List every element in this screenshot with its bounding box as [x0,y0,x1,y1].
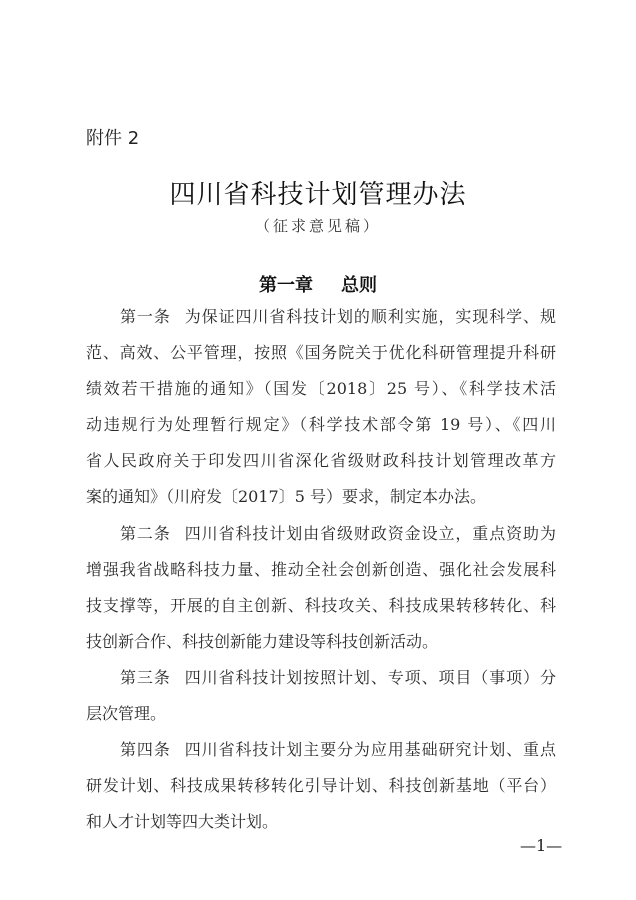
article-label: 第二条 [120,524,171,543]
article-label: 第一条 [120,307,171,326]
article-1-line-1 [120,304,556,327]
article-label: 第三条 [120,668,171,687]
article-1-line-2: 范、高效、公平管理，按照《国务院关于优化科研管理提升科研 [86,343,556,362]
article-2-line-2: 增强我省战略科技力量、推动全社会创新创造、强化社会发展科 [86,560,556,579]
article-1-line-3: 绩效若干措施的通知》（国发〔2018〕25 号）、《科学技术活 [86,379,556,398]
page-number: —1— [520,836,563,855]
article-3-line-2: 层次管理。 [86,704,167,723]
article-text: 为保证四川省科技计划的顺利实施，实现科学、规 [184,307,556,326]
article-2-line-1 [120,521,556,544]
article-1-line-6: 案的通知》（川府发〔2017〕5 号）要求，制定本办法。 [86,487,486,506]
chapter-name: 总则 [341,275,377,296]
article-1-line-4: 动违规行为处理暂行规定》（科学技术部令第 19 号）、《四川 [86,415,556,434]
article-text: 四川省科技计划按照计划、专项、项目（事项）分 [184,668,556,687]
attachment-label: 附件 2 [86,128,140,149]
article-label: 第四条 [120,740,171,759]
document-title: 四川省科技计划管理办法 [169,180,467,210]
article-3-line-1 [120,665,556,688]
article-1-line-5: 省人民政府关于印发四川省深化省级财政科技计划管理改革方 [86,451,556,470]
chapter-heading [0,271,636,297]
article-4-line-3: 和人才计划等四大类计划。 [86,812,279,831]
article-2-line-3: 技支撑等，开展的自主创新、科技攻关、科技成果转移转化、科 [86,596,556,615]
document-subtitle: （征求意见稿） [254,217,381,235]
article-2-line-4: 技创新合作、科技创新能力建设等科技创新活动。 [86,632,439,651]
article-4-line-2: 研发计划、科技成果转移转化引导计划、科技创新基地（平台） [86,776,556,795]
chapter-number: 第一章 [259,275,313,296]
article-4-line-1 [120,737,556,760]
article-text: 四川省科技计划主要分为应用基础研究计划、重点 [184,740,556,759]
article-text: 四川省科技计划由省级财政资金设立，重点资助为 [184,524,556,543]
